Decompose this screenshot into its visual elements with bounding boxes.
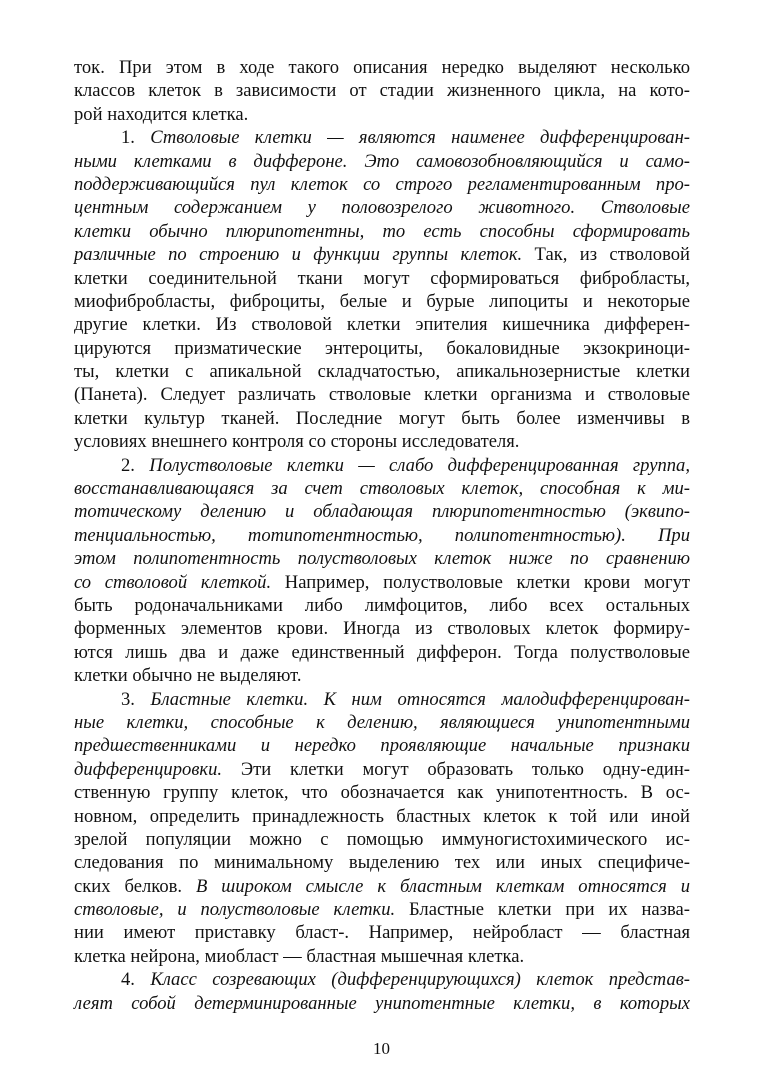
text-line: цируются призматические энтероциты, бокаловидные экзокриноци-: [74, 337, 690, 359]
text-line: поддерживающийся пул клеток со строго регламентированным про-: [74, 173, 690, 195]
text-line: клетки обычно плюрипотентны, то есть способны сформировать: [74, 220, 690, 242]
paragraph-stem-cells: 1. Стволовые клетки — являются наименее дифференцирован-: [121, 127, 690, 149]
text-line: зрелой популяции можно с помощью иммуногистохимического ис-: [74, 828, 690, 850]
text-line: следования по минимальному выделению тех или иных специфиче-: [74, 852, 690, 874]
text-body: [74, 56, 690, 1015]
text-line: (Панета). Следует различать стволовые клетки организма и стволовые: [74, 384, 690, 406]
text-line: различные по строению и функции группы клеток. Так, из стволовой: [74, 244, 690, 266]
text-line: нии имеют приставку бласт-. Например, нейробласт — бластная: [74, 922, 690, 944]
text-line: другие клетки. Из стволовой клетки эпителия кишечника дифферен-: [74, 314, 690, 336]
paragraph-blast-cells: 3. Бластные клетки. К ним относятся малодифференцирован-: [121, 688, 691, 710]
text-line: стволовые, и полустволовые клетки. Бластные клетки при их назва-: [74, 899, 690, 921]
paragraph-maturing-cells: 4. Класс созревающих (дифференцирующихся) клеток представ-: [121, 969, 691, 991]
text-line: миофибробласты, фиброциты, белые и бурые липоциты и некоторые: [74, 290, 690, 312]
text-line: ные клетки, способные к делению, являющиеся унипотентными: [74, 711, 690, 733]
text-line: ными клетками в диффероне. Это самовозобновляющийся и само-: [74, 150, 690, 172]
paragraph-semistem-cells: 2. Полустволовые клетки — слабо дифференцированная группа,: [121, 454, 691, 476]
text-line: условиях внешнего контроля со стороны исследователя.: [74, 431, 520, 453]
text-line: этом полипотентность полустволовых клеток ниже по сравнению: [74, 548, 690, 570]
text-line: рой находится клетка.: [74, 103, 249, 125]
text-line: клетки культур тканей. Последние могут быть более изменчивы в: [74, 407, 690, 429]
text-line: новном, определить принадлежность бластных клеток к той или иной: [74, 805, 690, 827]
page-number: 10: [373, 1039, 390, 1058]
text-line: клетки соединительной ткани могут сформироваться фибробласты,: [74, 267, 690, 289]
text-line: ских белков. В широком смысле к бластным клеткам относятся и: [74, 875, 690, 897]
text-line: тотическому делению и обладающая плюрипотентностью (эквипо-: [74, 501, 690, 523]
text-line: восстанавливающаяся за счет стволовых клеток, способная к ми-: [74, 478, 690, 500]
text-line: ток. При этом в ходе такого описания нередко выделяют несколько: [74, 57, 690, 78]
text-line: тенциальностью, тотипотентностью, полипотентностью). При: [74, 524, 690, 546]
text-line: клетки обычно не выделяют.: [74, 665, 302, 687]
text-line: классов клеток в зависимости от стадии жизненного цикла, на кото-: [74, 80, 690, 102]
text-line: быть родоначальниками либо лимфоцитов, либо всех остальных: [74, 594, 690, 616]
text-line: центным содержанием у половозрелого животного. Стволовые: [74, 197, 690, 219]
text-line: форменных элементов крови. Иногда из стволовых клеток формиру-: [74, 618, 690, 640]
text-line: клетка нейрона, миобласт — бластная мышечная клетка.: [74, 945, 525, 967]
text-line: ты, клетки с апикальной складчатостью, апикальнозернистые клетки: [74, 361, 690, 383]
text-line: ственную группу клеток, что обозначается как унипотентность. В ос-: [74, 782, 690, 804]
text-line: ются лишь два и даже единственный дифферон. Тогда полустволовые: [74, 641, 690, 663]
text-line: дифференцировки. Эти клетки могут образовать только одну-един-: [74, 758, 690, 780]
text-line: предшественниками и нередко проявляющие начальные признаки: [74, 735, 690, 757]
text-line: со стволовой клеткой. Например, полустволовые клетки крови могут: [74, 571, 690, 593]
text-line: леят собой детерминированные унипотентные клетки, в которых: [74, 992, 690, 1014]
